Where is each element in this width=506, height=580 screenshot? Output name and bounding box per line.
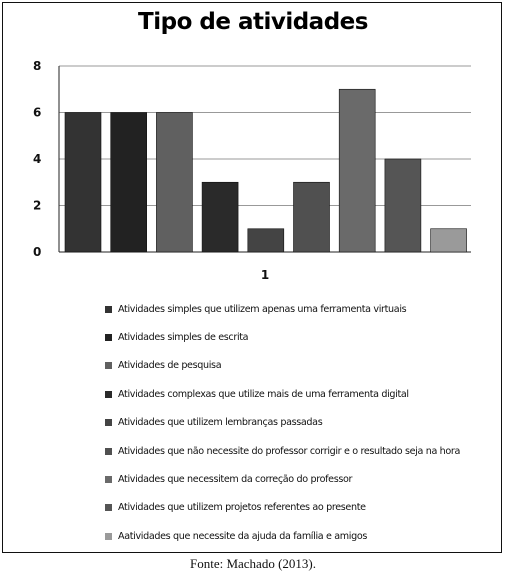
legend-swatch — [105, 419, 112, 426]
legend-swatch — [105, 504, 112, 511]
legend-item — [105, 415, 322, 431]
legend-label: Atividades de pesquisa — [118, 360, 222, 372]
legend-item — [105, 528, 367, 544]
bar — [65, 113, 101, 253]
legend-swatch — [105, 476, 112, 483]
bar — [156, 113, 192, 253]
chart-frame — [2, 2, 502, 553]
figure-caption: Fonte: Machado (2013). — [189, 556, 316, 571]
legend-item — [105, 471, 352, 487]
legend-swatch — [105, 362, 112, 369]
bar-chart — [3, 3, 503, 303]
legend-label: Atividades que utilizem projetos referentes ao presente — [118, 502, 366, 514]
legend-label: Atividades simples de escrita — [118, 331, 249, 343]
legend-swatch — [105, 448, 112, 455]
legend-swatch — [105, 334, 112, 341]
bar — [294, 182, 330, 252]
legend-label: Aatividades que necessite da ajuda da família e amigos — [118, 530, 367, 542]
legend-item — [105, 358, 221, 374]
bar — [202, 182, 238, 252]
legend-label: Atividades complexas que utilize mais de uma ferramenta digital — [118, 388, 409, 400]
legend-item — [105, 329, 248, 345]
y-tick-label: 4 — [33, 152, 42, 166]
legend-label: Atividades que necessitem da correção do professor — [118, 473, 353, 485]
bar — [111, 113, 147, 253]
legend-item — [105, 443, 460, 459]
legend-label: Atividades que utilizem lembranças passadas — [118, 417, 323, 429]
legend-item — [105, 301, 406, 317]
chart-title: Tipo de atividades — [138, 9, 368, 35]
legend-item — [105, 500, 366, 516]
y-tick-label: 6 — [33, 105, 42, 120]
legend-label: Atividades que não necessite do professor corrigir e o resultado seja na hora — [118, 445, 461, 457]
bar — [385, 159, 421, 252]
y-tick-label: 2 — [33, 198, 42, 213]
legend-swatch — [105, 306, 112, 313]
y-tick-label: 0 — [33, 245, 42, 259]
bar — [339, 89, 375, 252]
legend-swatch — [105, 533, 112, 540]
legend-swatch — [105, 391, 112, 398]
bar — [248, 229, 284, 252]
legend-label: Atividades simples que utilizem apenas uma ferramenta virtuais — [118, 303, 407, 315]
y-tick-label: 8 — [33, 59, 42, 73]
x-tick-label: 1 — [260, 268, 270, 282]
bar — [431, 229, 467, 252]
legend-item — [105, 386, 409, 402]
